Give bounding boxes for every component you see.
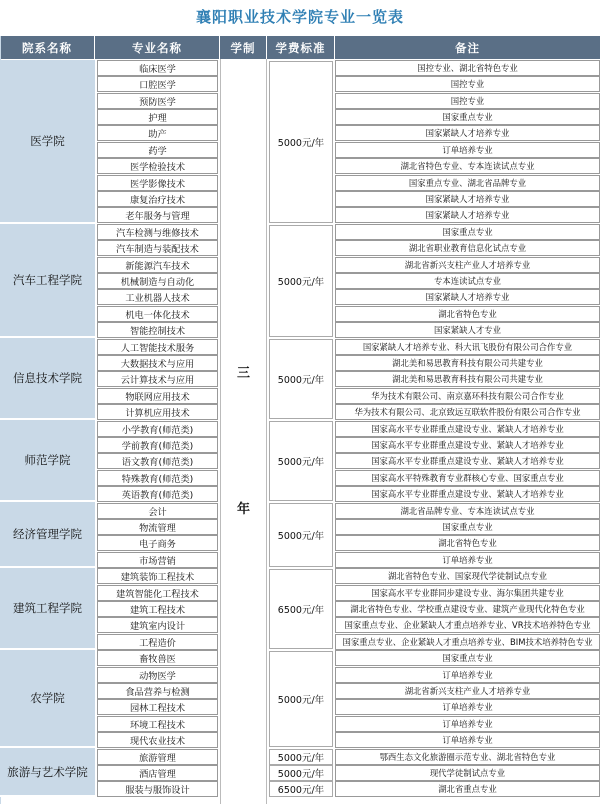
remark-cell: 国家紧缺人才专业 bbox=[335, 322, 600, 338]
fee-cell: 5000元/年 bbox=[269, 503, 333, 567]
remark-cell: 国家重点专业、企业紧缺人才重点培养专业、VR技术培养特色专业 bbox=[335, 617, 600, 633]
remark-cell: 国家重点专业 bbox=[335, 109, 600, 125]
department-cell: 旅游与艺术学院 bbox=[0, 748, 95, 797]
major-cell: 智能控制技术 bbox=[97, 322, 218, 338]
fee-cell: 6500元/年 bbox=[269, 569, 333, 649]
major-cell: 物流管理 bbox=[97, 519, 218, 535]
remark-cell: 现代学徒制试点专业 bbox=[335, 765, 600, 781]
major-cell: 建筑室内设计 bbox=[97, 617, 218, 633]
major-cell: 市场营销 bbox=[97, 552, 218, 568]
major-cell: 口腔医学 bbox=[97, 76, 218, 92]
fee-cell: 5000元/年 bbox=[269, 765, 333, 781]
remark-cell: 湖北省特色专业、学校重点建设专业、建筑产业现代化特色专业 bbox=[335, 601, 600, 617]
major-cell: 小学教育(师范类) bbox=[97, 421, 218, 437]
remark-cell: 国家重点专业 bbox=[335, 519, 600, 535]
major-cell: 预防医学 bbox=[97, 93, 218, 109]
fee-cell: 5000元/年 bbox=[269, 749, 333, 765]
remark-cell: 专本连读试点专业 bbox=[335, 273, 600, 289]
remark-cell: 国家紧缺人才培养专业、科大讯飞股份有限公司合作专业 bbox=[335, 339, 600, 355]
remark-cell: 湖北省新兴支柱产业人才培养专业 bbox=[335, 257, 600, 273]
major-cell: 人工智能技术服务 bbox=[97, 339, 218, 355]
remark-cell: 国控专业、湖北省特色专业 bbox=[335, 60, 600, 76]
remark-cell: 国家高水平专业群重点建设专业、紧缺人才培养专业 bbox=[335, 486, 600, 502]
remark-cell: 国家重点专业 bbox=[335, 224, 600, 240]
page-title: 襄阳职业技术学院专业一览表 bbox=[195, 8, 404, 26]
major-cell: 老年服务与管理 bbox=[97, 207, 218, 223]
remark-cell: 国家高水平特殊教育专业群核心专业、国家重点专业 bbox=[335, 470, 600, 486]
major-cell: 旅游管理 bbox=[97, 749, 218, 765]
remark-cell: 国家重点专业、湖北省品牌专业 bbox=[335, 175, 600, 191]
remark-cell: 湖北省重点专业 bbox=[335, 781, 600, 797]
major-cell: 护理 bbox=[97, 109, 218, 125]
remark-cell: 国家重点专业 bbox=[335, 650, 600, 666]
major-cell: 建筑智能化工程技术 bbox=[97, 585, 218, 601]
major-cell: 建筑装饰工程技术 bbox=[97, 568, 218, 584]
major-cell: 汽车制造与装配技术 bbox=[97, 240, 218, 256]
remark-cell: 湖北省特色专业、专本连读试点专业 bbox=[335, 158, 600, 174]
header-department: 院系名称 bbox=[0, 36, 95, 59]
major-cell: 康复治疗技术 bbox=[97, 191, 218, 207]
remark-cell: 订单培养专业 bbox=[335, 716, 600, 732]
major-cell: 物联网应用技术 bbox=[97, 388, 218, 404]
major-cell: 新能源汽车技术 bbox=[97, 257, 218, 273]
department-cell: 经济管理学院 bbox=[0, 502, 95, 568]
header-major: 专业名称 bbox=[95, 36, 220, 59]
major-cell: 学前教育(师范类) bbox=[97, 437, 218, 453]
remark-cell: 订单培养专业 bbox=[335, 552, 600, 568]
remark-cell: 湖北省品牌专业、专本连读试点专业 bbox=[335, 503, 600, 519]
department-cell: 师范学院 bbox=[0, 420, 95, 502]
remark-cell: 国控专业 bbox=[335, 93, 600, 109]
department-cell: 农学院 bbox=[0, 650, 95, 748]
fee-cell: 6500元/年 bbox=[269, 781, 333, 797]
remark-cell: 订单培养专业 bbox=[335, 732, 600, 748]
remark-cell: 国家紧缺人才培养专业 bbox=[335, 289, 600, 305]
major-cell: 药学 bbox=[97, 142, 218, 158]
fee-cell: 5000元/年 bbox=[269, 421, 333, 501]
duration-char-2: 年 bbox=[236, 502, 250, 517]
major-cell: 临床医学 bbox=[97, 60, 218, 76]
major-cell: 工程造价 bbox=[97, 634, 218, 650]
major-cell: 医学影像技术 bbox=[97, 175, 218, 191]
duration-char-1: 三 bbox=[236, 366, 250, 381]
major-cell: 园林工程技术 bbox=[97, 699, 218, 715]
header-duration: 学制 bbox=[220, 36, 267, 59]
remark-cell: 湖北省新兴支柱产业人才培养专业 bbox=[335, 683, 600, 699]
major-cell: 助产 bbox=[97, 125, 218, 141]
remark-cell: 国家紧缺人才培养专业 bbox=[335, 125, 600, 141]
major-cell: 环境工程技术 bbox=[97, 716, 218, 732]
department-cell: 医学院 bbox=[0, 60, 95, 224]
major-cell: 动物医学 bbox=[97, 667, 218, 683]
major-cell: 工业机器人技术 bbox=[97, 289, 218, 305]
remark-cell: 国家紧缺人才培养专业 bbox=[335, 191, 600, 207]
major-cell: 大数据技术与应用 bbox=[97, 355, 218, 371]
fee-cell: 5000元/年 bbox=[269, 339, 333, 419]
major-cell: 英语教育(师范类) bbox=[97, 486, 218, 502]
remark-cell: 国家紧缺人才培养专业 bbox=[335, 207, 600, 223]
major-cell: 特殊教育(师范类) bbox=[97, 470, 218, 486]
remark-cell: 湖北美和易思教育科技有限公司共建专业 bbox=[335, 371, 600, 387]
remark-cell: 鄂西生态文化旅游圈示范专业、湖北省特色专业 bbox=[335, 749, 600, 765]
header-remark: 备注 bbox=[335, 36, 600, 59]
fee-cell: 5000元/年 bbox=[269, 61, 333, 223]
major-cell: 医学检验技术 bbox=[97, 158, 218, 174]
remark-cell: 湖北省特色专业、国家现代学徒制试点专业 bbox=[335, 568, 600, 584]
remark-cell: 湖北省特色专业 bbox=[335, 306, 600, 322]
major-cell: 食品营养与检测 bbox=[97, 683, 218, 699]
remark-cell: 国家高水平专业群同步建设专业、海尔集团共建专业 bbox=[335, 585, 600, 601]
major-cell: 电子商务 bbox=[97, 535, 218, 551]
fee-cell: 5000元/年 bbox=[269, 225, 333, 338]
remark-cell: 国家高水平专业群重点建设专业、紧缺人才培养专业 bbox=[335, 421, 600, 437]
remark-cell: 湖北美和易思教育科技有限公司共建专业 bbox=[335, 355, 600, 371]
major-cell: 服装与服饰设计 bbox=[97, 781, 218, 797]
remark-cell: 湖北省特色专业 bbox=[335, 535, 600, 551]
major-cell: 畜牧兽医 bbox=[97, 650, 218, 666]
header-fee: 学费标准 bbox=[267, 36, 335, 59]
remark-cell: 订单培养专业 bbox=[335, 667, 600, 683]
remark-cell: 国家高水平专业群重点建设专业、紧缺人才培养专业 bbox=[335, 437, 600, 453]
major-cell: 计算机应用技术 bbox=[97, 404, 218, 420]
major-cell: 建筑工程技术 bbox=[97, 601, 218, 617]
remark-cell: 订单培养专业 bbox=[335, 142, 600, 158]
remark-cell: 华为技术有限公司、南京嘉环科技有限公司合作专业 bbox=[335, 388, 600, 404]
major-cell: 酒店管理 bbox=[97, 765, 218, 781]
major-cell: 云计算技术与应用 bbox=[97, 371, 218, 387]
major-cell: 现代农业技术 bbox=[97, 732, 218, 748]
remark-cell: 国家高水平专业群重点建设专业、紧缺人才培养专业 bbox=[335, 453, 600, 469]
duration-column bbox=[220, 59, 267, 804]
department-cell: 信息技术学院 bbox=[0, 338, 95, 420]
major-cell: 汽车检测与维修技术 bbox=[97, 224, 218, 240]
department-cell: 建筑工程学院 bbox=[0, 568, 95, 650]
major-cell: 机电一体化技术 bbox=[97, 306, 218, 322]
department-cell: 汽车工程学院 bbox=[0, 224, 95, 339]
remark-cell: 国家重点专业、企业紧缺人才重点培养专业、BIM技术培养特色专业 bbox=[335, 634, 600, 650]
fee-cell: 5000元/年 bbox=[269, 651, 333, 747]
major-cell: 会计 bbox=[97, 503, 218, 519]
remark-cell: 湖北省职业教育信息化试点专业 bbox=[335, 240, 600, 256]
major-cell: 语文教育(师范类) bbox=[97, 453, 218, 469]
remark-cell: 华为技术有限公司、北京致远互联软件股份有限公司合作专业 bbox=[335, 404, 600, 420]
remark-cell: 订单培养专业 bbox=[335, 699, 600, 715]
majors-table bbox=[0, 36, 600, 804]
major-cell: 机械制造与自动化 bbox=[97, 273, 218, 289]
remark-cell: 国控专业 bbox=[335, 76, 600, 92]
